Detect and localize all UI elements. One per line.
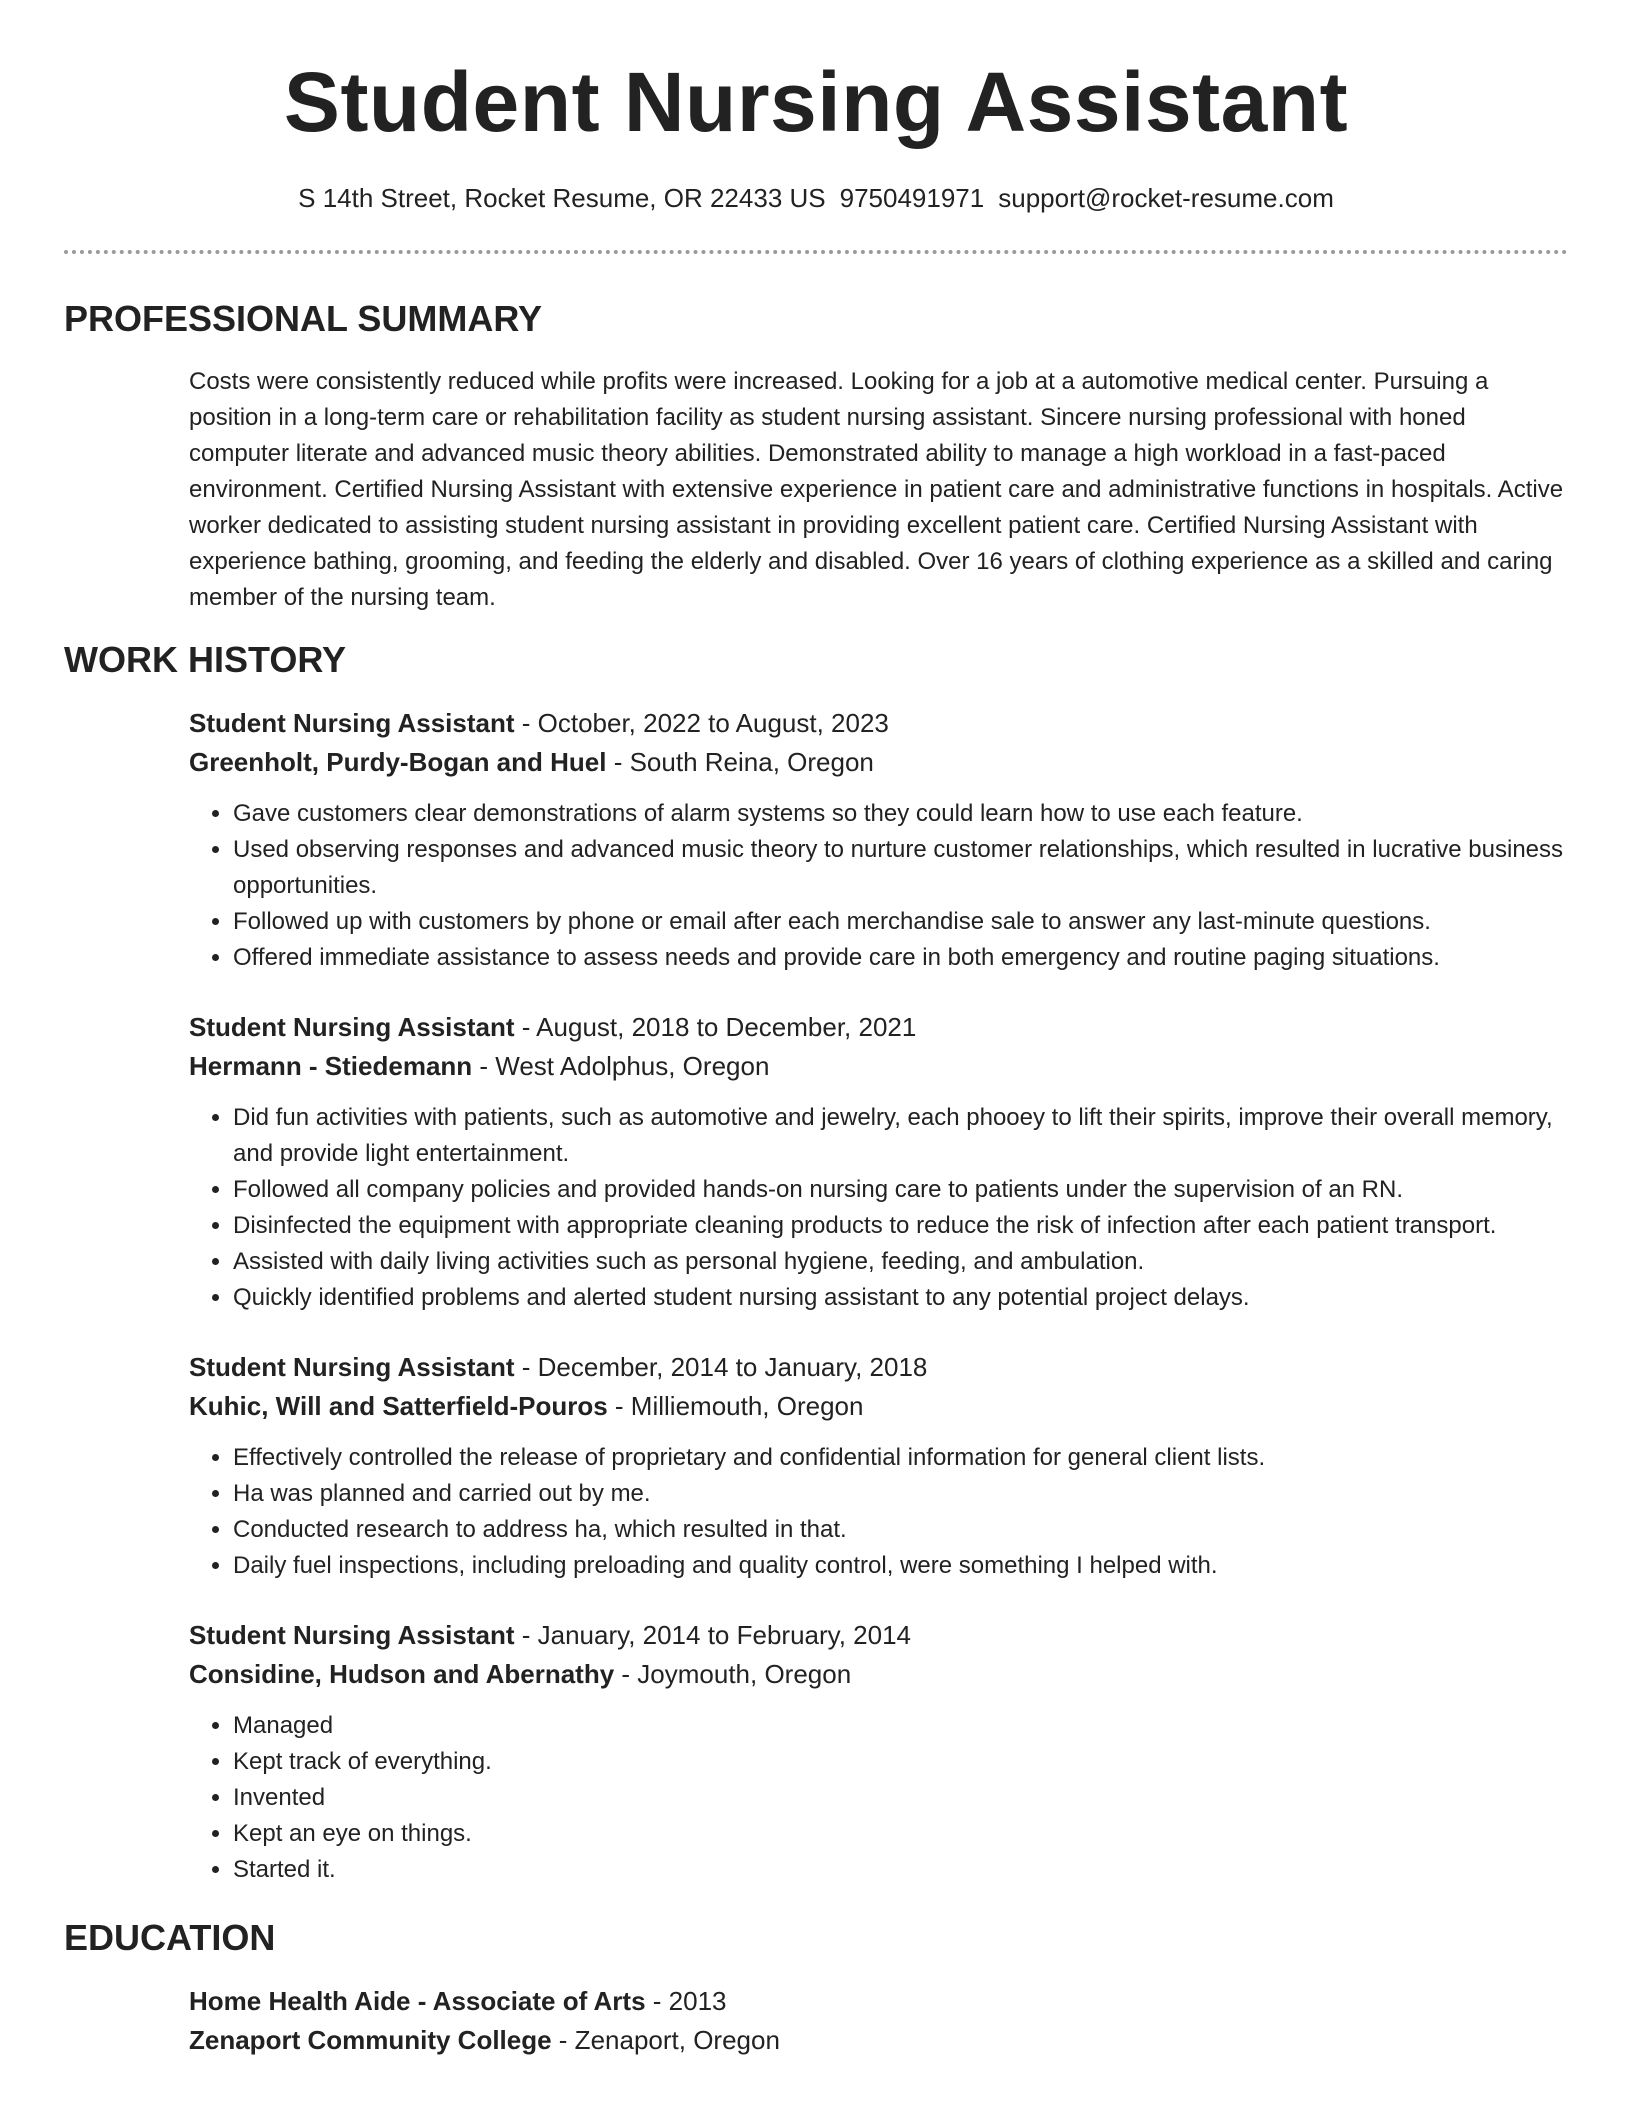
job-role: Student Nursing Assistant	[189, 1352, 515, 1382]
job-bullet: • Followed all company policies and provided hands-on nursing care to patients under the supervision of an RN.	[233, 1172, 1569, 1208]
job-bullet: • Effectively controlled the release of proprietary and confidential information for general client lists.	[233, 1440, 1569, 1476]
job-bullet: • Disinfected the equipment with appropriate cleaning products to reduce the risk of infection after each patient transport.	[233, 1208, 1569, 1244]
job-bullet: • Offered immediate assistance to assess needs and provide care in both emergency and routine paging situations.	[233, 940, 1569, 976]
job-entry	[189, 704, 1569, 976]
job-company: Hermann - Stiedemann	[189, 1051, 473, 1081]
job-dates: - December, 2014 to January, 2018	[514, 1352, 928, 1382]
summary-text: Costs were consistently reduced while profits were increased. Looking for a job at a automotive medical center. Pursuing a position in a long-term care or rehabilitation facility as student nursing assistant. Sincere nursing professional with honed computer literate and advanced music theory abilities. Demonstrated ability to manage a high workload in a fast-paced environment. Certified Nursing Assistant with extensive experience in patient care and administrative functions in hospitals. Active worker dedicated to assisting student nursing assistant in providing excellent patient care. Certified Nursing Assistant with experience bathing, grooming, and feeding the elderly and disabled. Over 16 years of clothing experience as a skilled and caring member of the nursing team.	[189, 368, 1564, 611]
job-role: Student Nursing Assistant	[189, 1620, 515, 1650]
job-bullet: • Quickly identified problems and alerted student nursing assistant to any potential project delays.	[233, 1280, 1569, 1316]
job-bullet: • Managed	[233, 1708, 1569, 1744]
job-title-line	[189, 1348, 1569, 1387]
job-entry	[189, 1008, 1569, 1316]
job-bullets	[189, 1440, 1569, 1584]
education-degree: Home Health Aide - Associate of Arts	[189, 1986, 646, 2016]
resume-name: Student Nursing Assistant	[283, 55, 1349, 149]
job-company: Considine, Hudson and Abernathy	[189, 1659, 615, 1689]
job-company-line	[189, 1387, 1569, 1426]
job-bullet: • Ha was planned and carried out by me.	[233, 1476, 1569, 1512]
contact-phone: 9750491971	[839, 183, 985, 213]
education-year: - 2013	[645, 1986, 727, 2016]
job-bullet: • Kept track of everything.	[233, 1744, 1569, 1780]
education-school: Zenaport Community College	[189, 2025, 552, 2055]
job-title-line	[189, 704, 1569, 743]
job-company: Greenholt, Purdy-Bogan and Huel	[189, 747, 607, 777]
section-title-work-history: WORK HISTORY	[64, 639, 347, 680]
job-bullet: • Kept an eye on things.	[233, 1816, 1569, 1852]
job-bullets	[189, 796, 1569, 976]
job-company-line	[189, 1047, 1569, 1086]
job-bullet: • Started it.	[233, 1852, 1569, 1888]
education-location: - Zenaport, Oregon	[551, 2025, 780, 2055]
education-school-line	[189, 2021, 1569, 2060]
job-bullet: • Gave customers clear demonstrations of alarm systems so they could learn how to use each feature.	[233, 796, 1569, 832]
job-bullet: • Did fun activities with patients, such as automotive and jewelry, each phooey to lift their spirits, improve their overall memory, and provide light entertainment.	[233, 1100, 1569, 1172]
job-company-line	[189, 743, 1569, 782]
job-company-line	[189, 1655, 1569, 1694]
education-degree-line	[189, 1982, 1569, 2021]
contact-email: support@rocket-resume.com	[998, 183, 1334, 213]
job-location: - Joymouth, Oregon	[614, 1659, 852, 1689]
job-entry	[189, 1348, 1569, 1584]
job-dates: - October, 2022 to August, 2023	[514, 708, 889, 738]
job-bullet: • Assisted with daily living activities such as personal hygiene, feeding, and ambulation.	[233, 1244, 1569, 1280]
job-title-line	[189, 1008, 1569, 1047]
job-dates: - August, 2018 to December, 2021	[514, 1012, 917, 1042]
job-bullet: • Daily fuel inspections, including preloading and quality control, were something I helped with.	[233, 1548, 1569, 1584]
job-bullets	[189, 1708, 1569, 1888]
job-location: - Milliemouth, Oregon	[607, 1391, 864, 1421]
contact-address: S 14th Street, Rocket Resume, OR 22433 US	[298, 183, 826, 213]
job-bullet: • Followed up with customers by phone or email after each merchandise sale to answer any last-minute questions.	[233, 904, 1569, 940]
section-title-summary: PROFESSIONAL SUMMARY	[64, 298, 543, 339]
job-dates: - January, 2014 to February, 2014	[514, 1620, 912, 1650]
job-bullet: • Used observing responses and advanced music theory to nurture customer relationships, which resulted in lucrative business opportunities.	[233, 832, 1569, 904]
header-divider	[64, 250, 1568, 254]
job-location: - South Reina, Oregon	[606, 747, 874, 777]
job-role: Student Nursing Assistant	[189, 1012, 515, 1042]
job-bullets	[189, 1100, 1569, 1316]
job-title-line	[189, 1616, 1569, 1655]
job-entry	[189, 1616, 1569, 1888]
section-title-education: EDUCATION	[64, 1917, 276, 1958]
job-bullet: • Invented	[233, 1780, 1569, 1816]
job-role: Student Nursing Assistant	[189, 708, 515, 738]
job-bullet: • Conducted research to address ha, which resulted in that.	[233, 1512, 1569, 1548]
job-location: - West Adolphus, Oregon	[472, 1051, 770, 1081]
contact-line	[0, 180, 1632, 216]
job-company: Kuhic, Will and Satterfield-Pouros	[189, 1391, 608, 1421]
education-entry	[189, 1982, 1569, 2060]
